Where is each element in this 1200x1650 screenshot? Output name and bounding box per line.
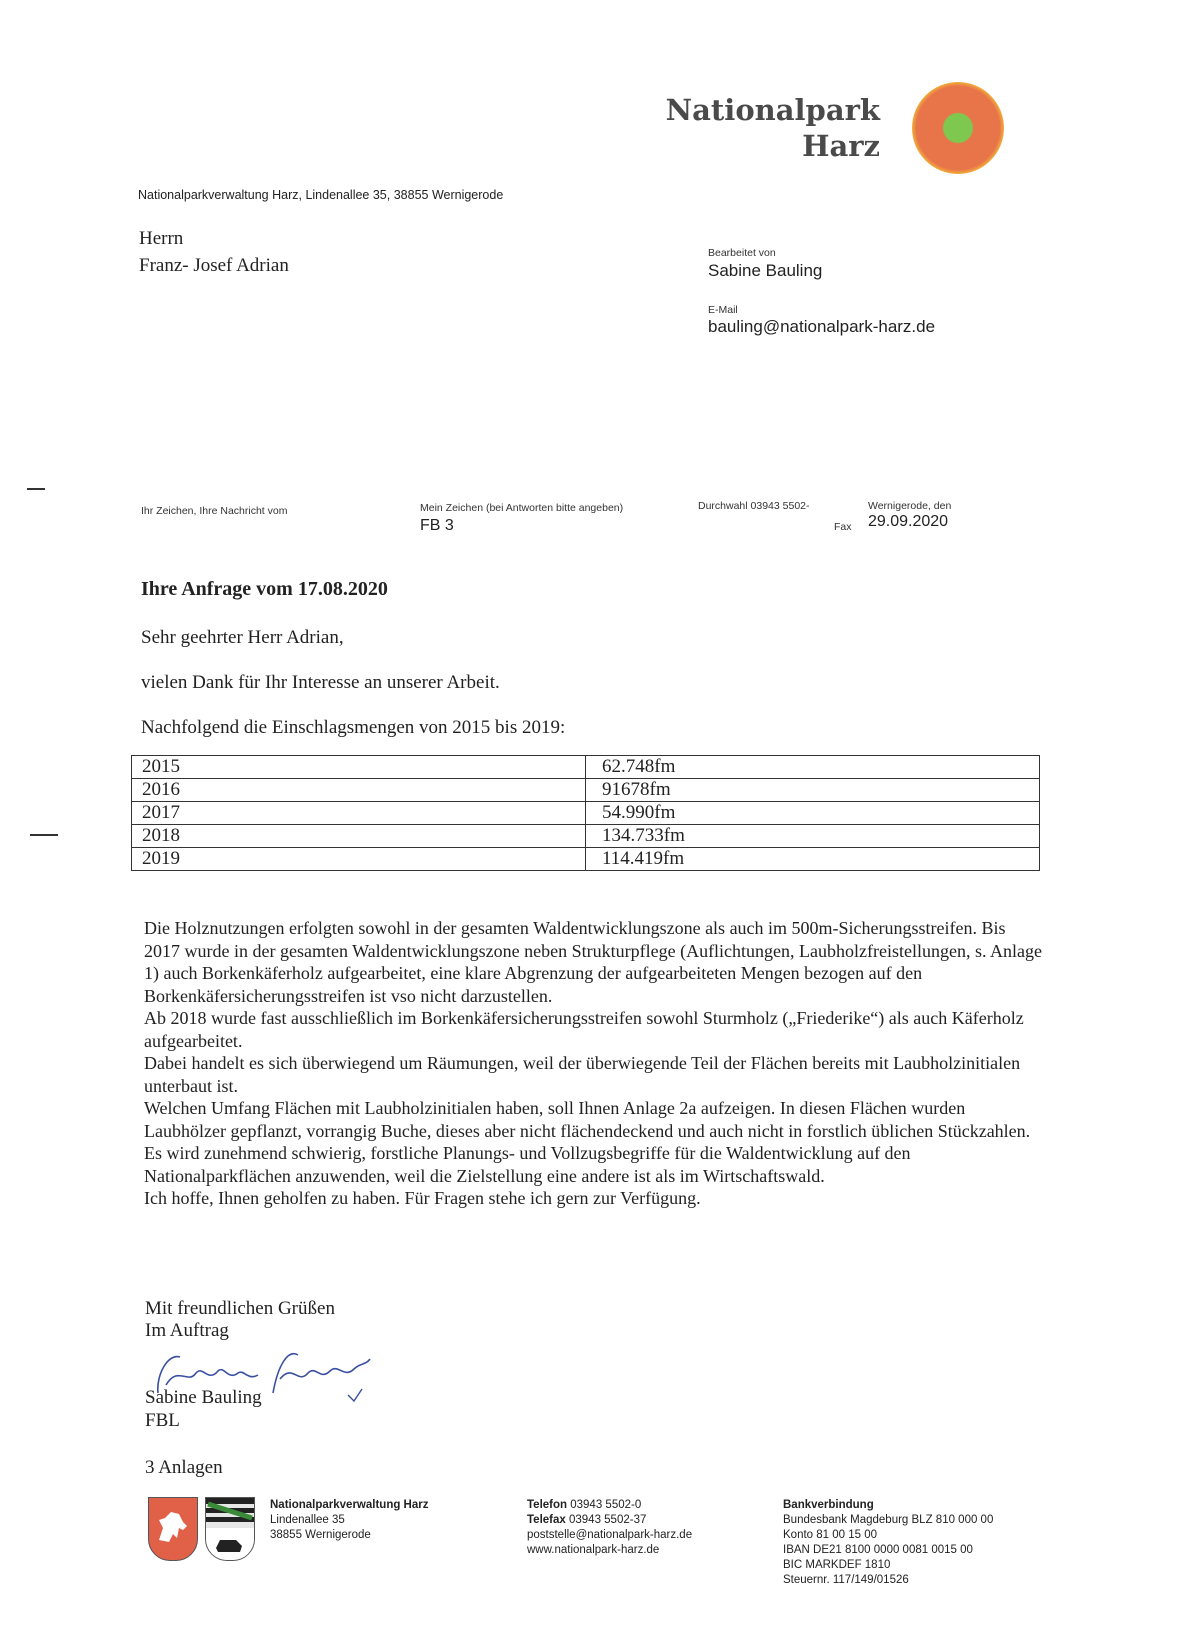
footer-fax: 03943 5502-37 [568,1514,647,1526]
body-paragraph: Welchen Umfang Flächen mit Laubholzinitialen haben, soll Ihnen Anlage 2a aufzeigen. In diesen Flächen wurden Laubhölzer gepflanzt, vorrangig Buche, dieses aber nicht flächendeckend und auch nicht in forstlich üblichen Stückzahlen. [144,1098,1031,1141]
year-cell: 2015 [132,756,586,779]
year-cell: 2018 [132,825,586,848]
footer-street: Lindenallee 35 [270,1514,345,1526]
amount-cell: 134.733fm [586,825,1040,848]
processed-by-label: Bearbeitet von [708,247,776,259]
body-paragraph: Die Holznutzungen erfolgten sowohl in der gesamten Waldentwicklungszone als auch im 500m-Sicherungsstreifen. Bis 2017 wurde in der gesamten Waldentwicklungszone neben Strukturpflege (Auflichtungen, Laubholzfreistellungen, s. Anlage 1) auch Borkenkäferholz aufgearbeitet, eine klare Abgrenzung der aufgearbeiteten Mengen bezogen auf den Borkenkäfersicherungsstreifen ist vso nicht darzustellen. [144,918,1042,1006]
signer-block [145,1386,262,1432]
thanks-line: vielen Dank für Ihr Interesse an unserer Arbeit. [141,672,500,693]
lower-saxony-coat-of-arms-icon [148,1497,198,1561]
closing-greeting: Mit freundlichen Grüßen [145,1298,335,1319]
amount-cell: 62.748fm [586,756,1040,779]
saxony-anhalt-coat-of-arms-icon [205,1497,255,1561]
amount-cell: 114.419fm [586,848,1040,871]
signer-name: Sabine Bauling [145,1387,262,1408]
footer-email[interactable]: poststelle@nationalpark-harz.de [527,1529,693,1541]
processed-by-name: Sabine Bauling [708,261,823,280]
table-row [132,825,1040,848]
table-row [132,779,1040,802]
amount-cell: 91678fm [586,779,1040,802]
footer-phone-label: Telefon [527,1499,568,1511]
your-reference-label: Ihr Zeichen, Ihre Nachricht vom [141,505,288,517]
table-row [132,802,1040,825]
sun-logo-icon [912,82,1004,174]
footer-bank-label: Bankverbindung [783,1499,874,1511]
nationalpark-logo-wordmark [660,92,880,164]
body-paragraph: Ab 2018 wurde fast ausschließlich im Borkenkäfersicherungsstreifen sowohl Sturmholz („Friederike“) als auch Käferholz aufgearbeitet. [144,1008,1024,1051]
table-intro: Nachfolgend die Einschlagsmengen von 2015 bis 2019: [141,717,566,738]
letter-date: 29.09.2020 [868,513,949,530]
footer-address [270,1498,428,1543]
harvest-volume-table [131,755,1040,871]
year-cell: 2017 [132,802,586,825]
email-label: E-Mail [708,304,738,316]
year-cell: 2016 [132,779,586,802]
logo-line-1: Nationalpark [665,93,880,127]
closing-on-behalf: Im Auftrag [145,1320,229,1341]
punch-mark [30,834,58,836]
amount-cell: 54.990fm [586,802,1040,825]
logo-line-2: Harz [802,129,880,163]
my-reference-label: Mein Zeichen (bei Antworten bitte angeben) [420,502,624,514]
sender-email: bauling@nationalpark-harz.de [708,317,936,336]
signer-role: FBL [145,1410,180,1431]
year-cell: 2019 [132,848,586,871]
footer-website[interactable]: www.nationalpark-harz.de [527,1544,660,1556]
place-date-label: Wernigerode, den [868,500,952,512]
greeting: Sehr geehrter Herr Adrian, [141,627,344,648]
table-row [132,848,1040,871]
footer-bank-line: IBAN DE21 8100 0000 0081 0015 00 [783,1544,973,1556]
fax-label: Fax [834,521,852,533]
my-reference: FB 3 [420,517,454,534]
footer-org-name: Nationalparkverwaltung Harz [270,1499,429,1511]
footer-phone: 03943 5502-0 [570,1499,642,1511]
table-row [132,756,1040,779]
fold-mark [27,488,45,490]
footer-city: 38855 Wernigerode [270,1529,371,1541]
subject-line: Ihre Anfrage vom 17.08.2020 [141,578,388,600]
footer-bank-line: BIC MARKDEF 1810 [783,1559,891,1571]
body-paragraph: Es wird zunehmend schwierig, forstliche Planungs- und Vollzugsbegriffe für die Waldentwicklung auf den Nationalparkflächen anzuwenden, weil die Zielstellung eine andere ist als im Wirtschaftswald. [144,1143,911,1186]
body-paragraph: Dabei handelt es sich überwiegend um Räumungen, weil der überwiegende Teil der Flächen bereits mit Laubholzinitialen unterbaut ist. [144,1053,1021,1096]
recipient-name: Franz- Josef Adrian [139,255,289,276]
return-address: Nationalparkverwaltung Harz, Lindenallee 35, 38855 Wernigerode [138,188,504,202]
attachments-note: 3 Anlagen [145,1457,223,1478]
footer-fax-label: Telefax [527,1514,566,1526]
closing [145,1298,335,1342]
phone-extension-label: Durchwahl 03943 5502- [698,500,810,512]
footer-bank [783,1498,993,1588]
footer-bank-line: Bundesbank Magdeburg BLZ 810 000 00 [783,1514,994,1526]
recipient-salutation: Herrn [139,228,184,249]
footer-contact [527,1498,692,1558]
body-paragraph: Ich hoffe, Ihnen geholfen zu haben. Für Fragen stehe ich gern zur Verfügung. [144,1188,701,1208]
footer-bank-line: Steuernr. 117/149/01526 [783,1574,909,1586]
letter-body [144,917,1044,1210]
footer-bank-line: Konto 81 00 15 00 [783,1529,877,1541]
